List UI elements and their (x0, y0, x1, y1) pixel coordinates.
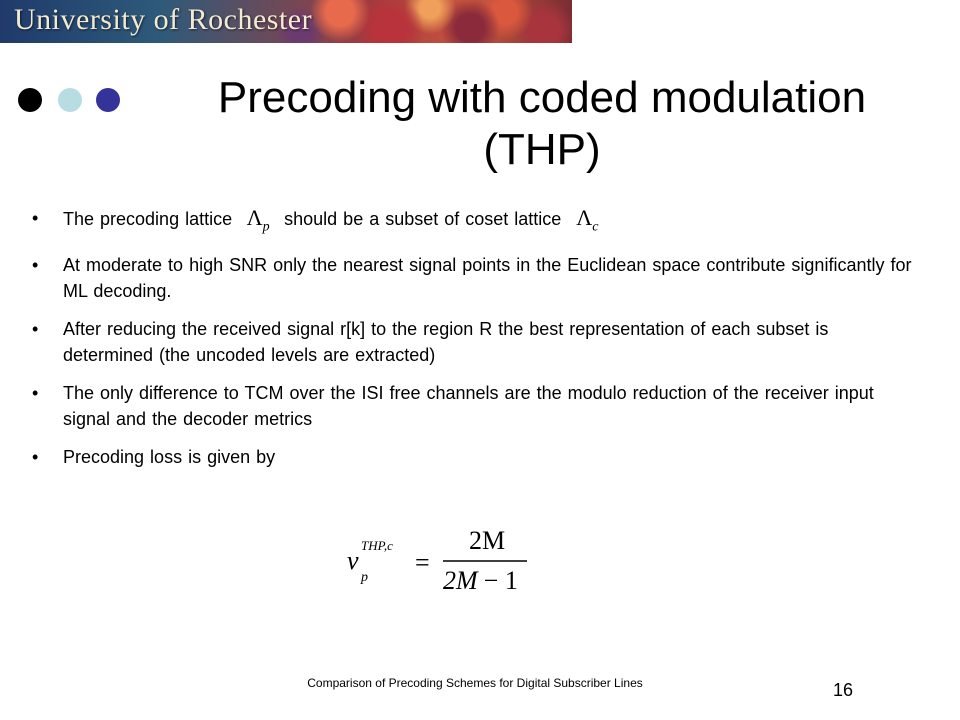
bullet-item: • After reducing the received signal r[k] to the region R the best representation of each subset is determined (the uncoded levels are extracted) (32, 316, 912, 368)
lambda-p-symbol: $\Lambda_p$ (246, 205, 270, 235)
decorative-dot-lightblue (58, 88, 82, 112)
decorative-dot-navy (96, 88, 120, 112)
bullet-item: • The only difference to TCM over the ISI free channels are the modulo reduction of the receiver input signal and the decoder metrics (32, 380, 912, 432)
banner-logo-text: University of Rochester (14, 3, 313, 36)
lambda-c-symbol: $\Lambda_c$ (576, 205, 599, 235)
formula-variable: v (347, 546, 359, 575)
bullet-text-part: The precoding lattice (63, 209, 233, 229)
bullet-item: • At moderate to high SNR only the nearest signal points in the Euclidean space contribute significantly for ML decoding. (32, 252, 912, 304)
slide-footer: Comparison of Precoding Schemes for Digital Subscriber Lines (307, 676, 643, 690)
decorative-dot-black (18, 88, 42, 112)
formula-superscript: THP,c (361, 538, 393, 553)
formula-equals: = (415, 548, 430, 577)
university-banner (0, 0, 572, 43)
slide-title (150, 72, 934, 176)
slide-title-line1: Precoding with coded modulation (217, 73, 867, 122)
formula-numerator: 2M (468, 527, 506, 555)
bullet-text-part: should be a subset of coset lattice (284, 209, 562, 229)
page-number: 16 (833, 680, 854, 700)
formula-subscript: p (361, 570, 368, 585)
precoding-loss-formula (345, 527, 545, 597)
bullet-item: • Precoding loss is given by (32, 444, 912, 470)
formula-denominator: 2M − 1 (443, 566, 518, 595)
bullet-list (32, 205, 912, 482)
slide-title-line2: (THP) (483, 125, 601, 174)
bullet-item (32, 205, 912, 240)
